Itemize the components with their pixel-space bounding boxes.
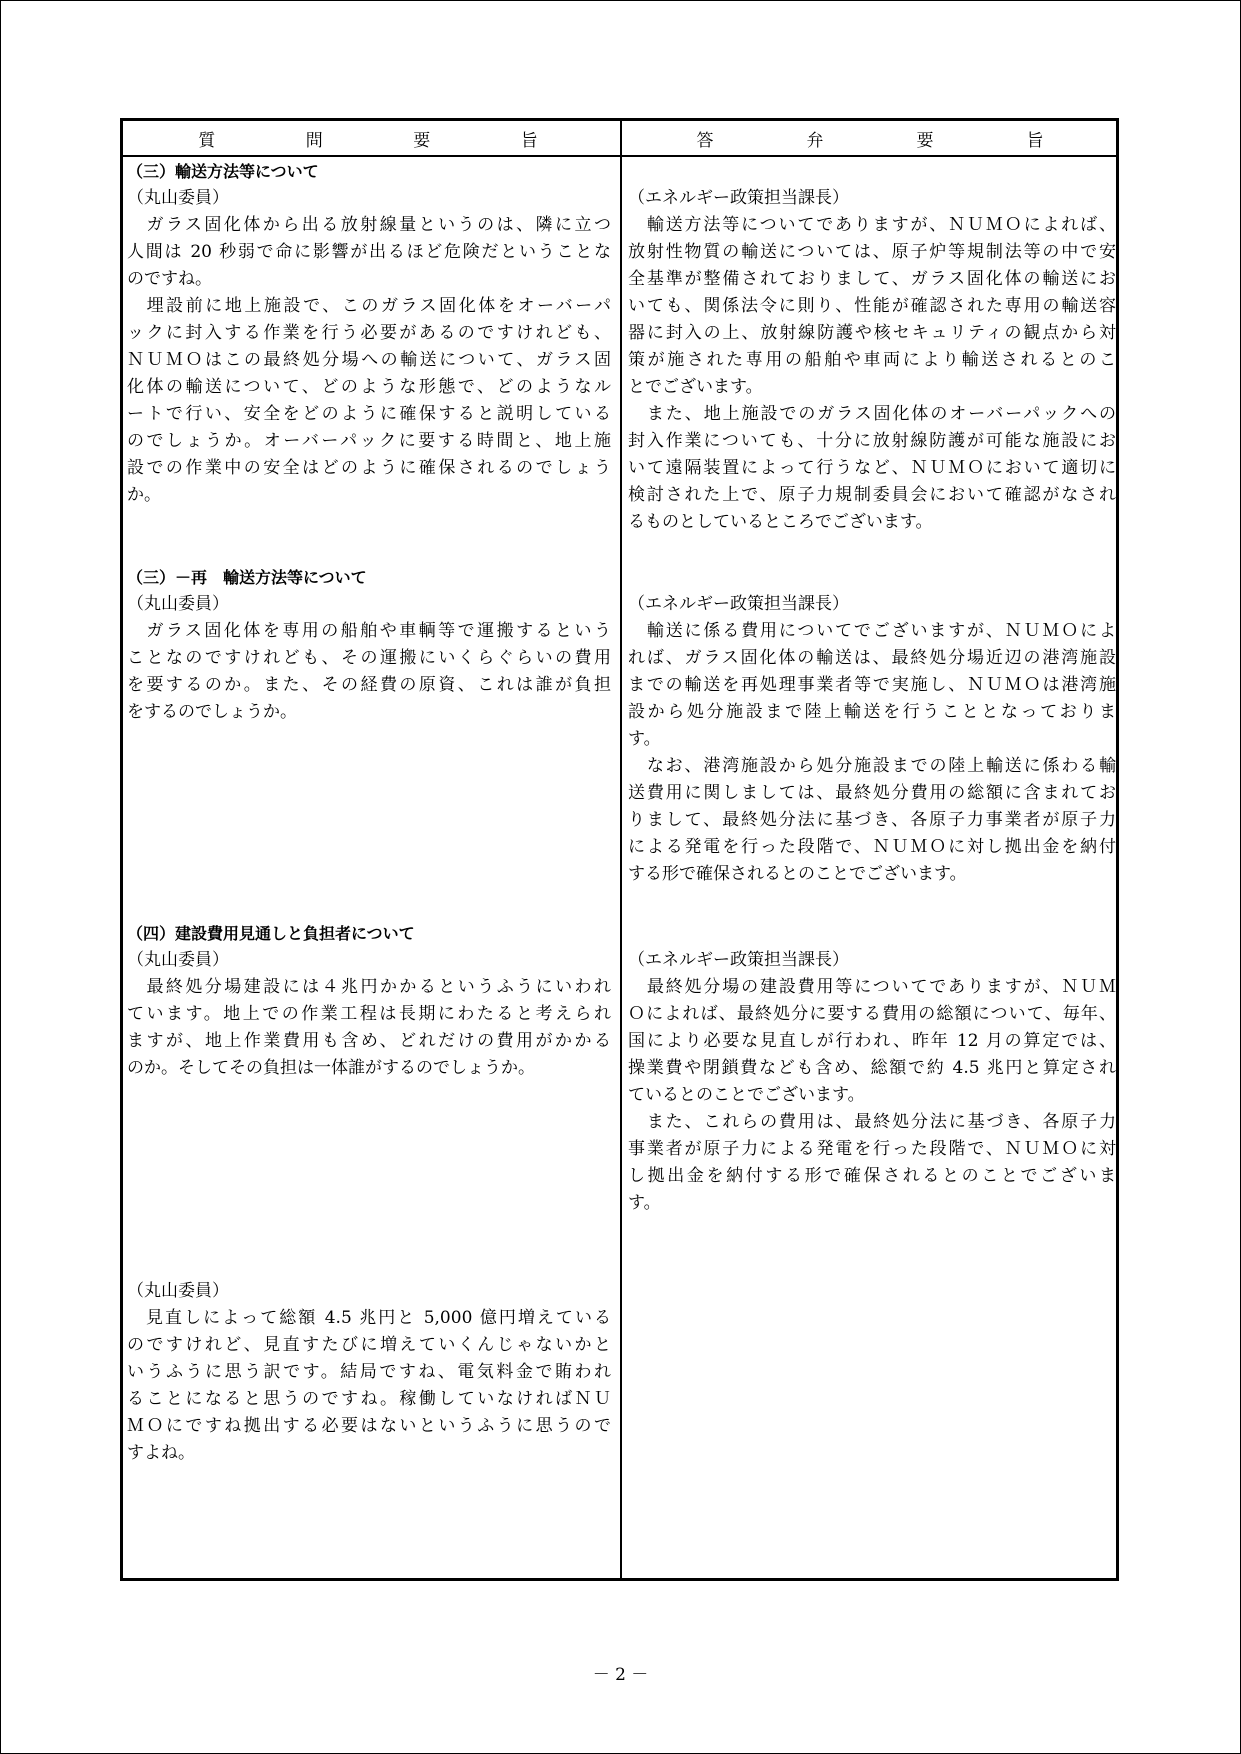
answer-text-line: また、地上施設でのガラス固化体のオーバーパックへの: [628, 404, 1116, 424]
questioner-label: （丸山委員）: [127, 188, 229, 208]
section-heading: （四）建設費用見通しと負担者について: [127, 924, 415, 943]
answer-text-line: 設から処分施設まで陸上輸送を行うこととなっておりま: [628, 702, 1116, 722]
question-text-line: ことなのですけれども、その運搬にいくらぐらいの費用: [127, 648, 611, 668]
question-text-line: 化体の輸送について、どのような形態で、どのようなル: [127, 377, 611, 397]
question-text-line: のですけれど、見直すたびに増えていくんじゃないかと: [127, 1335, 611, 1355]
question-section: [127, 920, 611, 1082]
question-text-line: を要するのか。また、その経費の原資、これは誰が負担: [127, 675, 611, 695]
answer-text-line: までの輸送を再処理事業者等で実施し、ＮＵＭＯは港湾施: [628, 675, 1116, 695]
header-char: 質: [198, 130, 216, 151]
answer-text-line: 輸送に係る費用についてでございますが、ＮＵＭＯによ: [628, 621, 1116, 641]
answer-text-line: する形で確保されるとのことでございます。: [628, 864, 967, 884]
question-text-line: いうふうに思う訳です。結局ですね、電気料金で賄われ: [127, 1362, 611, 1382]
question-text-line: ートで行い、安全をどのように確保すると説明している: [127, 404, 611, 424]
question-text-line: ガラス固化体から出る放射線量というのは、隣に立つ: [127, 215, 611, 235]
question-text-line: 人間は 20 秒弱で命に影響が出るほど危険だということな: [127, 242, 611, 262]
answer-section: [628, 591, 1116, 888]
question-column-header: [153, 121, 583, 155]
answer-text-line: す。: [628, 729, 661, 749]
header-char: 旨: [1026, 130, 1044, 151]
respondent-label: （エネルギー政策担当課長）: [628, 950, 849, 970]
question-text-line: ています。地上での作業工程は長期にわたると考えられ: [127, 1004, 611, 1024]
question-text-line: 見直しによって総額 4.5 兆円と 5,000 億円増えている: [127, 1308, 611, 1328]
question-text-line: ガラス固化体を専用の船舶や車輌等で運搬するという: [127, 621, 611, 641]
question-section: [127, 158, 611, 509]
answer-text-line: 送費用に関しましては、最終処分費用の総額に含まれてお: [628, 783, 1116, 803]
answer-text-line: 全基準が整備されておりまして、ガラス固化体の輸送にお: [628, 269, 1116, 289]
answer-text-line: いて遠隔装置によって行うなど、ＮＵＭＯにおいて適切に: [628, 458, 1116, 478]
question-section: [127, 1278, 611, 1467]
column-divider: [620, 121, 622, 1578]
page-number: － 2 －: [592, 1665, 649, 1685]
question-text-line: ＭＯにですね拠出する必要はないというふうに思うので: [127, 1416, 611, 1436]
questioner-label: （丸山委員）: [127, 594, 229, 614]
answer-section: [628, 947, 1116, 1217]
question-section: [127, 564, 611, 726]
respondent-label: （エネルギー政策担当課長）: [628, 188, 849, 208]
answer-text-line: 器に封入の上、放射線防護や核セキュリティの観点から対: [628, 323, 1116, 343]
answer-text-line: 策が施された専用の船舶や車両により輸送されるとのこ: [628, 350, 1116, 370]
header-char: 要: [916, 130, 934, 151]
answer-text-line: ているとのことでございます。: [628, 1085, 865, 1105]
answer-column-header: [650, 121, 1090, 155]
answer-text-line: 国により必要な見直しが行われ、昨年 12 月の算定では、: [628, 1031, 1116, 1051]
question-text-line: ックに封入する作業を行う必要があるのですけれども、: [127, 323, 611, 343]
questioner-label: （丸山委員）: [127, 950, 229, 970]
header-char: 弁: [806, 130, 824, 151]
question-text-line: 埋設前に地上施設で、このガラス固化体をオーバーパ: [127, 296, 611, 316]
answer-text-line: とでございます。: [628, 377, 763, 397]
answer-text-line: 封入作業についても、十分に放射線防護が可能な施設にお: [628, 431, 1116, 451]
qa-table: [120, 118, 1119, 1581]
question-text-line: のか。そしてその負担は一体誰がするのでしょうか。: [127, 1058, 535, 1078]
header-char: 旨: [520, 130, 538, 151]
question-text-line: 設での作業中の安全はどのように確保されるのでしょう: [127, 458, 611, 478]
answer-text-line: れば、ガラス固化体の輸送は、最終処分場近辺の港湾施設: [628, 648, 1116, 668]
question-text-line: ますが、地上作業費用も含め、どれだけの費用がかかる: [127, 1031, 611, 1051]
section-heading: （三）輸送方法等について: [127, 162, 319, 181]
question-text-line: すよね。: [127, 1443, 195, 1463]
answer-text-line: 放射性物質の輸送については、原子炉等規制法等の中で安: [628, 242, 1116, 262]
header-char: 答: [696, 130, 714, 151]
answer-text-line: 検討された上で、原子力規制委員会において確認がなされ: [628, 485, 1116, 505]
answer-text-line: 最終処分場の建設費用等についてでありますが、ＮＵＭ: [628, 977, 1116, 997]
answer-section: [628, 185, 1116, 536]
answer-text-line: なお、港湾施設から処分施設までの陸上輸送に係わる輸: [628, 756, 1116, 776]
respondent-label: （エネルギー政策担当課長）: [628, 594, 849, 614]
question-text-line: をするのでしょうか。: [127, 702, 297, 722]
question-text-line: か。: [127, 485, 161, 505]
answer-text-line: による発電を行った段階で、ＮＵＭＯに対し拠出金を納付: [628, 837, 1116, 857]
question-text-line: ＮＵＭＯはこの最終処分場への輸送について、ガラス固: [127, 350, 611, 370]
answer-text-line: し拠出金を納付する形で確保されるとのことでございま: [628, 1166, 1116, 1186]
answer-text-line: 事業者が原子力による発電を行った段階で、ＮＵＭＯに対: [628, 1139, 1116, 1159]
questioner-label: （丸山委員）: [127, 1281, 229, 1301]
answer-text-line: 輸送方法等についてでありますが、ＮＵＭＯによれば、: [628, 215, 1116, 235]
header-char: 問: [305, 130, 323, 151]
section-heading: （三）－再 輸送方法等について: [127, 568, 367, 587]
answer-text-line: りまして、最終処分法に基づき、各原子力事業者が原子力: [628, 810, 1116, 830]
question-text-line: のですね。: [127, 269, 212, 289]
answer-text-line: また、これらの費用は、最終処分法に基づき、各原子力: [628, 1112, 1116, 1132]
question-text-line: 最終処分場建設には４兆円かかるというふうにいわれ: [127, 977, 611, 997]
answer-text-line: いても、関係法令に則り、性能が確認された専用の輸送容: [628, 296, 1116, 316]
header-char: 要: [413, 130, 431, 151]
question-text-line: ることになると思うのですね。稼働していなければＮＵ: [127, 1389, 611, 1409]
question-text-line: のでしょうか。オーバーパックに要する時間と、地上施: [127, 431, 611, 451]
answer-text-line: Ｏによれば、最終処分に要する費用の総額について、毎年、: [628, 1004, 1116, 1024]
answer-text-line: るものとしているところでございます。: [628, 512, 933, 532]
answer-text-line: す。: [628, 1193, 661, 1213]
answer-text-line: 操業費や閉鎖費なども含め、総額で約 4.5 兆円と算定され: [628, 1058, 1116, 1078]
